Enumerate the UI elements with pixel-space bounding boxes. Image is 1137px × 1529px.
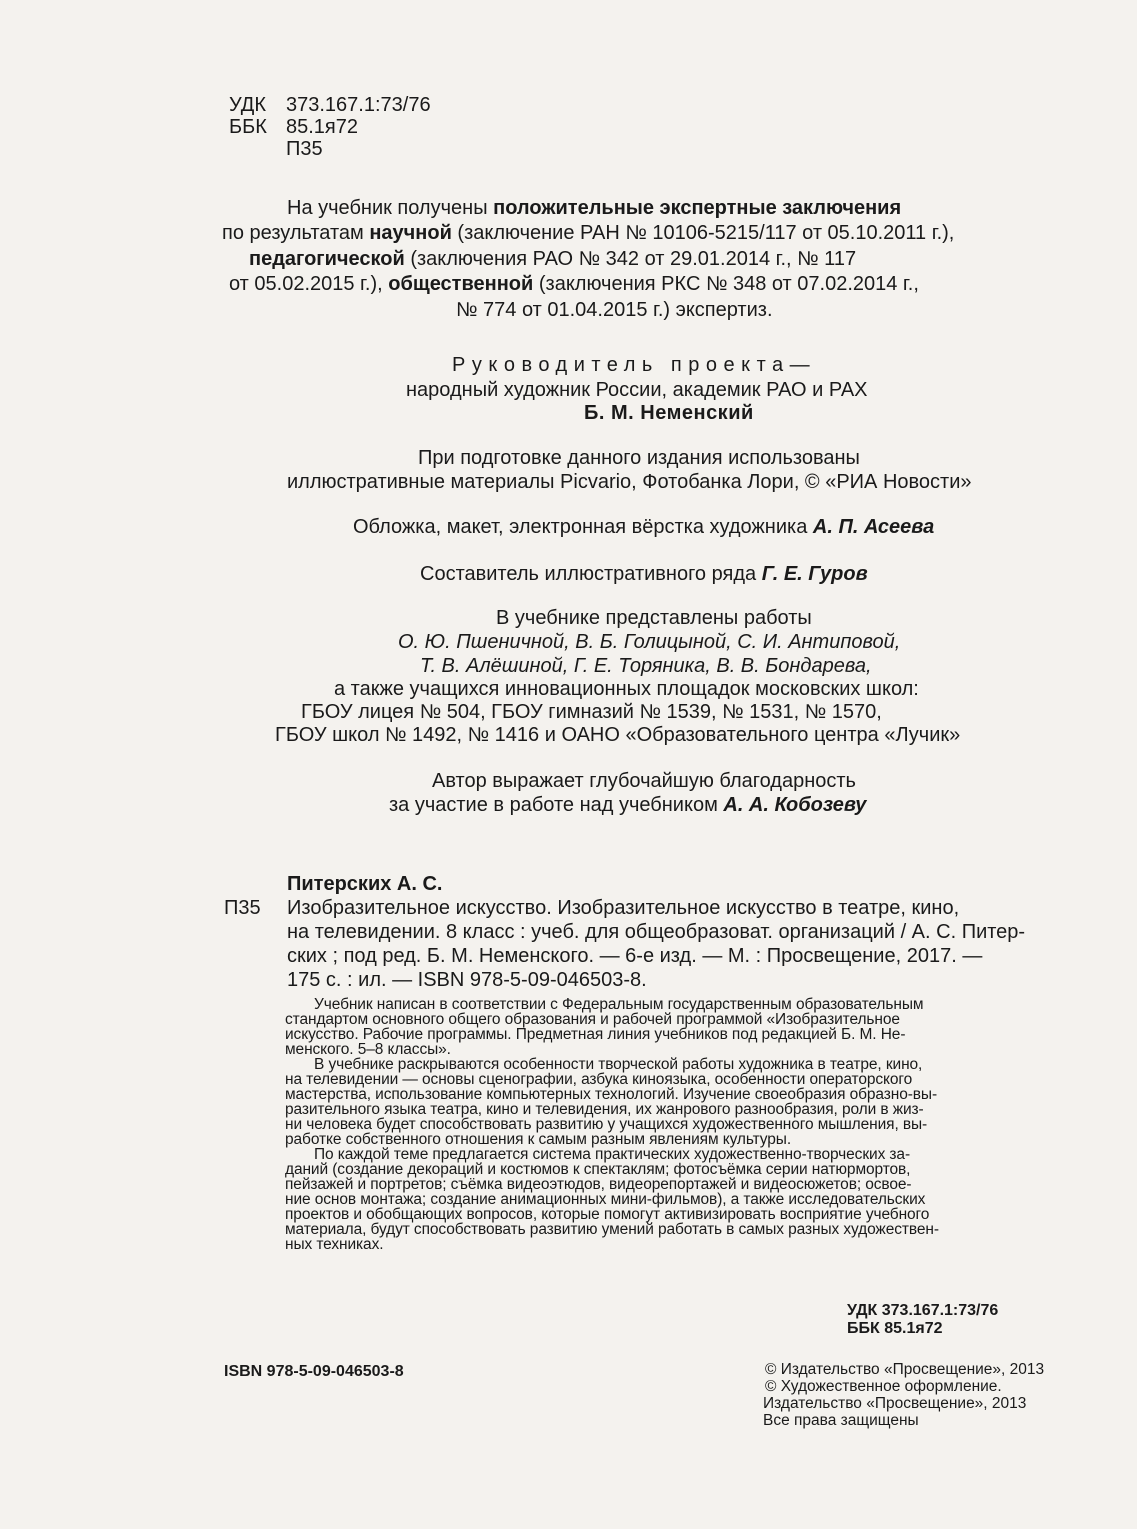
project-title: народный художник России, академик РАО и РАХ <box>406 379 868 401</box>
materials-line-2: иллюстративные материалы Picvario, Фотобанка Лори, © «РИА Новости» <box>287 471 972 493</box>
biblio-line-4: 175 с. : ил. — ISBN 978-5-09-046503-8. <box>287 969 647 991</box>
abstract-line: работке собственного отношения к самым разным явлениям культуры. <box>285 1131 792 1148</box>
abstract-line: ных техниках. <box>285 1236 384 1253</box>
expert-line-5: № 774 от 01.04.2015 г.) экспертиз. <box>456 299 773 321</box>
abstract-line: на телевидении — основы сценографии, азбука киноязыка, особенности операторского <box>285 1071 913 1088</box>
abstract-line: менского. 5–8 классы». <box>285 1041 451 1058</box>
biblio-line-3: ских ; под ред. Б. М. Неменского. — 6-е изд. — М. : Просвещение, 2017. — <box>287 945 983 967</box>
udk-label: УДК <box>229 94 267 116</box>
abstract-line: разительного языка театра, кино и телевидения, их жанрового разнообразия, роли в жиз- <box>285 1101 924 1118</box>
copyright-2: © Художественное оформление. <box>765 1378 1002 1395</box>
bbk-label: ББК <box>229 116 267 138</box>
project-role: Руководитель проекта— <box>452 354 817 376</box>
abstract-line: По каждой теме предлагается система практических художественно-творческих за- <box>314 1146 911 1163</box>
works-line-4: а также учащихся инновационных площадок московских школ: <box>334 678 919 700</box>
footer-bbk: ББК 85.1я72 <box>847 1320 943 1337</box>
rights-reserved: Все права защищены <box>763 1412 919 1429</box>
works-line-3: Т. В. Алёшиной, Г. Е. Торяника, В. В. Бондарева, <box>420 655 872 677</box>
abstract-line: Учебник написан в соответствии с Федеральным государственным образовательным <box>314 996 924 1013</box>
abstract-line: пейзажей и портретов; съёмка видеоэтюдов, видеорепортажей и видеосюжетов; освое- <box>285 1176 912 1193</box>
biblio-author: Питерских А. С. <box>287 873 443 895</box>
footer-udk: УДК 373.167.1:73/76 <box>847 1302 999 1319</box>
udk-value: 373.167.1:73/76 <box>286 94 431 116</box>
abstract <box>285 997 1080 1252</box>
abstract-line: материала, будут способствовать развитию умений работать в самых разных художествен- <box>285 1221 939 1238</box>
biblio-line-2: на телевидении. 8 класс : учеб. для общеобразоват. организаций / А. С. Питер- <box>287 921 1026 943</box>
expert-line-2: по результатам научной (заключение РАН № 10106-5215/117 от 05.10.2011 г.), <box>222 222 955 244</box>
copyright-3: Издательство «Просвещение», 2013 <box>763 1395 1027 1412</box>
biblio-line-1: Изобразительное искусство. Изобразительное искусство в театре, кино, <box>287 897 960 919</box>
copyright-1: © Издательство «Просвещение», 2013 <box>765 1361 1045 1378</box>
abstract-line: ние основ монтажа; создание анимационных мини-фильмов), а также исследовательских <box>285 1191 926 1208</box>
works-line-5: ГБОУ лицея № 504, ГБОУ гимназий № 1539, № 1531, № 1570, <box>301 701 882 723</box>
expert-line-4: от 05.02.2015 г.), общественной (заключения РКС № 348 от 07.02.2014 г., <box>229 273 919 295</box>
abstract-line: В учебнике раскрываются особенности творческой работы художника в театре, кино, <box>314 1056 923 1073</box>
project-name: Б. М. Неменский <box>584 402 754 424</box>
expert-line-1: На учебник получены положительные экспертные заключения <box>287 197 902 219</box>
materials-line-1: При подготовке данного издания использованы <box>418 447 860 469</box>
works-line-6: ГБОУ школ № 1492, № 1416 и ОАНО «Образовательного центра «Лучик» <box>275 724 961 746</box>
works-line-1: В учебнике представлены работы <box>496 607 812 629</box>
expert-line-3: педагогической (заключения РАО № 342 от 29.01.2014 г., № 117 <box>249 248 857 270</box>
compiler-credit: Составитель иллюстративного ряда Г. Е. Гуров <box>420 563 868 585</box>
works-line-2: О. Ю. Пшеничной, В. Б. Голицыной, С. И. Антиповой, <box>398 631 901 653</box>
abstract-line: проектов и обобщающих вопросов, которые помогут активизировать восприятие учебного <box>285 1206 930 1223</box>
biblio-code: П35 <box>224 897 261 919</box>
author-code: П35 <box>286 138 323 160</box>
bbk-value: 85.1я72 <box>286 116 359 138</box>
cover-credit: Обложка, макет, электронная вёрстка художника А. П. Асеева <box>353 516 935 538</box>
abstract-line: стандартом основного общего образования и рабочей программой «Изобразительное <box>285 1011 900 1028</box>
abstract-line: ни человека будет способствовать развитию у учащихся художественного мышления, вы- <box>285 1116 928 1133</box>
abstract-line: искусство. Рабочие программы. Предметная линия учебников под редакцией Б. М. Не- <box>285 1026 906 1043</box>
thanks-line-2: за участие в работе над учебником А. А. Кобозеву <box>389 794 867 816</box>
thanks-line-1: Автор выражает глубочайшую благодарность <box>432 770 856 792</box>
abstract-line: мастерства, использование компьютерных технологий. Изучение своеобразия образно-вы- <box>285 1086 938 1103</box>
isbn: ISBN 978-5-09-046503-8 <box>224 1363 404 1380</box>
abstract-line: даний (создание декораций и костюмов к спектаклям; фотосъёмка серии натюрмортов, <box>285 1161 911 1178</box>
